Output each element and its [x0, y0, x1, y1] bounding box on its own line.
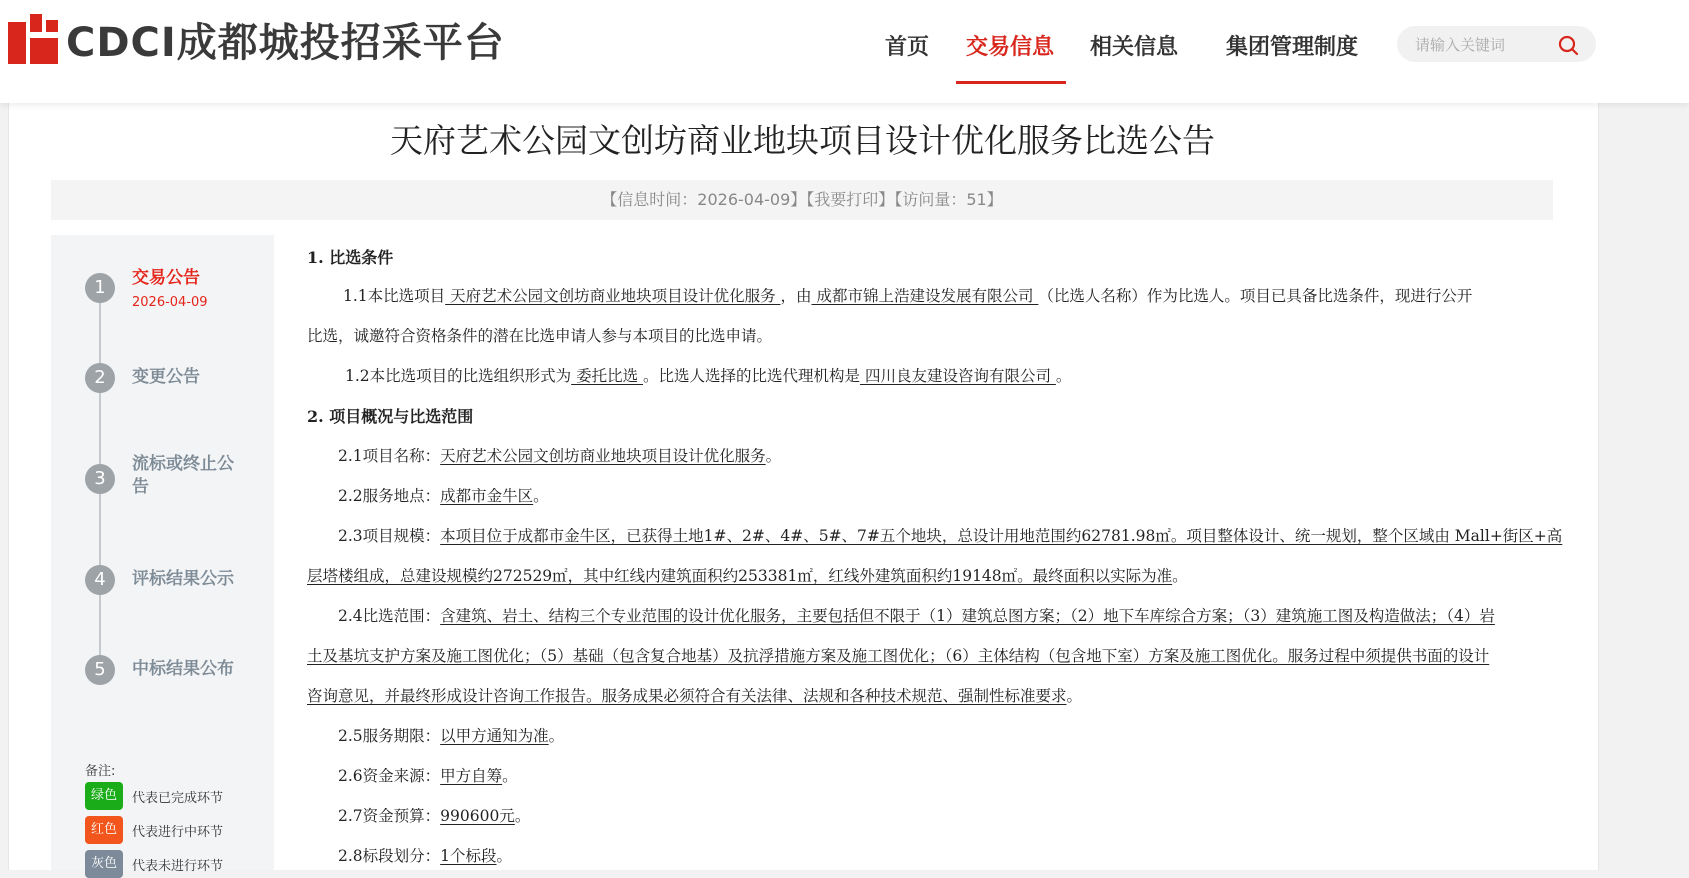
legend-completed — [85, 782, 223, 810]
view-count: 【访问量：51】 — [894, 190, 1003, 209]
clause-2-3-cont — [307, 564, 1188, 586]
project-name: 天府艺术公园文创坊商业地块项目设计优化服务 — [445, 287, 781, 305]
search-icon[interactable] — [1557, 34, 1579, 56]
clause-2-2 — [338, 484, 549, 506]
clause-text: 。 — [496, 847, 513, 865]
clause-2-3 — [338, 524, 1562, 546]
site-logo[interactable] — [8, 14, 505, 64]
step-number: 1 — [85, 273, 115, 303]
clause-text: 。 — [502, 767, 518, 785]
selection-scope: 含建筑、岩土、结构三个专业范围的设计优化服务，主要包括但不限于（1）建筑总图方案；（2）地下车库综合方案；（3）建筑施工图及构造做法；（4）岩 — [440, 607, 1495, 625]
clause-text: 。比选人选择的比选代理机构是 — [643, 367, 861, 385]
nav-trade-info[interactable]: 交易信息 — [966, 35, 1055, 60]
clause-1-2 — [345, 364, 1071, 386]
selection-scope: 土及基坑支护方案及施工图优化；（5）基础（包含复合地基）及抗浮措施方案及施工图优化；（6）主体结构（包含地下室）方案及施工图优化。服务过程中须提供书面的设计 — [307, 647, 1490, 665]
process-timeline — [51, 235, 274, 874]
legend-chip-red: 红色 — [85, 816, 123, 844]
clause-text: 2.8标段划分： — [338, 847, 441, 865]
step-number: 3 — [85, 464, 115, 494]
clause-text: 2.5服务期限： — [338, 727, 441, 745]
clause-2-7 — [338, 804, 530, 826]
clause-text: 。 — [765, 447, 782, 465]
clause-text: 。 — [1172, 567, 1188, 585]
step-number: 5 — [85, 655, 115, 685]
clause-2-4-cont2 — [307, 684, 1082, 706]
clause-1-1 — [343, 284, 1472, 306]
organization-form: 委托比选 — [571, 367, 644, 385]
step-label: 中标结果公布 — [132, 659, 234, 679]
clause-text: 。 — [1066, 687, 1083, 705]
legend-chip-gray: 灰色 — [85, 850, 123, 878]
legend-text: 代表进行中环节 — [132, 824, 224, 840]
clause-text: （比选人名称）作为比选人。项目已具备比选条件，现进行公开 — [1038, 287, 1473, 305]
search-box — [1397, 26, 1596, 62]
clause-text: 。 — [533, 487, 549, 505]
page-title: 天府艺术公园文创坊商业地块项目设计优化服务比选公告 — [390, 121, 1215, 160]
selector-name: 成都市锦上浩建设发展有限公司 — [811, 287, 1039, 305]
step-label: 流标或终止公告 — [132, 454, 234, 497]
clause-text: 2.7资金预算： — [338, 807, 441, 825]
clause-text: 2.3项目规模： — [338, 527, 441, 545]
clause-text: 。 — [514, 807, 531, 825]
selection-scope: 咨询意见，并最终形成设计咨询工作报告。服务成果必须符合有关法律、法规和各种技术规范、强制性标准要求 — [307, 687, 1067, 705]
clause-2-4-cont — [307, 644, 1489, 666]
step-date: 2026-04-09 — [132, 295, 208, 310]
service-location: 成都市金牛区 — [440, 487, 534, 505]
info-time: 【信息时间：2026-04-09】 — [601, 190, 807, 209]
legend-title: 备注: — [85, 764, 116, 779]
clause-text: 2.1项目名称： — [338, 447, 441, 465]
logo-text: CDCI成都城投招采平台 — [66, 19, 505, 66]
clause-text: 2.2服务地点： — [338, 487, 441, 505]
service-period: 以甲方通知为准 — [440, 727, 549, 745]
clause-text: 2.4比选范围： — [338, 607, 441, 625]
search-input[interactable] — [1413, 34, 1557, 56]
lot-division: 1个标段 — [440, 847, 497, 865]
project-name-value: 天府艺术公园文创坊商业地块项目设计优化服务 — [440, 447, 766, 465]
legend-text: 代表未进行环节 — [132, 858, 224, 874]
legend-not-started — [85, 850, 223, 878]
nav-group-rules[interactable]: 集团管理制度 — [1226, 35, 1359, 60]
legend-chip-green: 绿色 — [85, 782, 123, 810]
clause-text: 1.1本比选项目 — [343, 287, 446, 305]
clause-text: ，由 — [780, 287, 812, 305]
clause-text: 2.6资金来源： — [338, 767, 441, 785]
clause-2-5 — [338, 724, 564, 746]
clause-text: 。 — [1055, 367, 1072, 385]
project-scale: 层塔楼组成，总建设规模约272529㎡，其中红线内建筑面积约253381㎡，红线外建筑面积约19148㎡。最终面积以实际为准 — [307, 567, 1173, 585]
clause-2-1 — [338, 444, 781, 466]
step-label: 变更公告 — [132, 367, 200, 387]
clause-2-6 — [338, 764, 518, 786]
step-label: 交易公告 — [132, 268, 200, 288]
step-number: 2 — [85, 363, 115, 393]
site-header — [0, 0, 1689, 103]
section-1-heading: 1. 比选条件 — [307, 248, 394, 267]
legend-text: 代表已完成环节 — [132, 790, 224, 806]
clause-2-8 — [338, 844, 512, 866]
nav-active-indicator — [956, 81, 1066, 84]
clause-text: 1.2本比选项目的比选组织形式为 — [345, 367, 572, 385]
nav-related-info[interactable]: 相关信息 — [1090, 35, 1179, 60]
step-number: 4 — [85, 565, 115, 595]
agency-name: 四川良友建设咨询有限公司 — [860, 367, 1056, 385]
section-2-heading: 2. 项目概况与比选范围 — [307, 407, 474, 426]
legend-in-progress — [85, 816, 223, 844]
project-scale: 本项目位于成都市金牛区，已获得土地1#、2#、4#、5#、7#五个地块，总设计用地范围约62781.98㎡。项目整体设计、统一规划，整个区域由 Mall+街区+高 — [440, 527, 1563, 545]
clause-2-4 — [338, 604, 1495, 626]
fund-source: 甲方自筹 — [440, 767, 503, 785]
nav-home[interactable]: 首页 — [885, 35, 930, 60]
info-meta-bar — [51, 180, 1553, 220]
clause-1-1-cont: 比选，诚邀符合资格条件的潜在比选申请人参与本项目的比选申请。 — [307, 327, 773, 345]
budget: 990600元 — [440, 807, 515, 825]
clause-text: 。 — [548, 727, 565, 745]
logo-mark-icon — [8, 14, 58, 64]
print-link[interactable]: 【我要打印】 — [806, 190, 895, 209]
step-label: 评标结果公示 — [132, 569, 234, 589]
